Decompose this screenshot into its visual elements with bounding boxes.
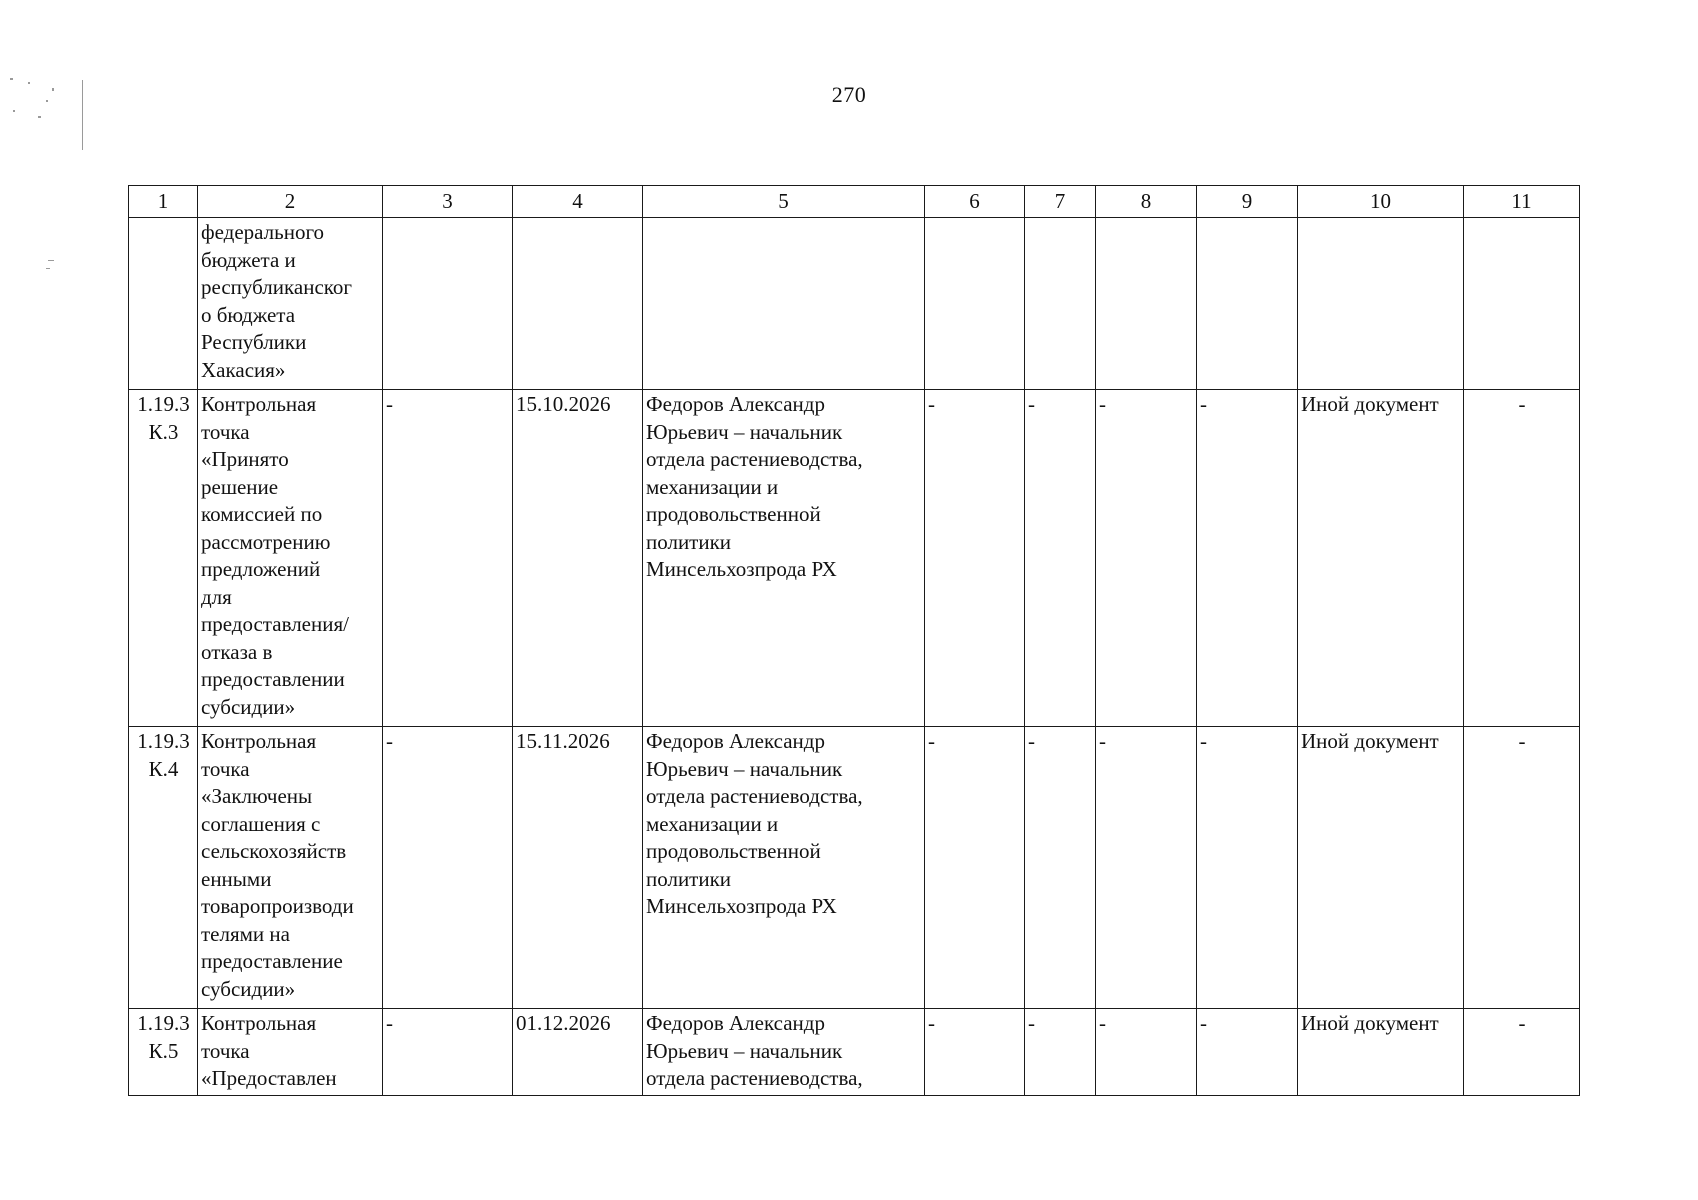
cell-responsible	[643, 218, 925, 390]
column-header-1: 1	[129, 186, 198, 218]
cell-col8: -	[1096, 1009, 1197, 1096]
cell-date: 15.11.2026	[513, 727, 643, 1009]
cell-col7	[1025, 218, 1096, 390]
cell-col6: -	[925, 390, 1025, 727]
cell-col11: -	[1464, 390, 1580, 727]
table-row	[129, 390, 1580, 727]
table-row	[129, 1009, 1580, 1096]
cell-document-type: Иной документ	[1298, 390, 1464, 727]
cell-date	[513, 218, 643, 390]
cell-col11: -	[1464, 727, 1580, 1009]
header-row	[129, 186, 1580, 218]
column-header-8: 8	[1096, 186, 1197, 218]
cell-col9: -	[1197, 1009, 1298, 1096]
cell-col6	[925, 218, 1025, 390]
cell-col7: -	[1025, 390, 1096, 727]
cell-col7: -	[1025, 727, 1096, 1009]
scan-artifact-marks	[8, 70, 88, 290]
column-header-9: 9	[1197, 186, 1298, 218]
cell-responsible: Федоров Александр Юрьевич – начальник отдела растениеводства, механизации и продовольственной политики Минсельхозпрода РХ	[643, 727, 925, 1009]
plan-table	[128, 185, 1580, 1096]
cell-number: 1.19.3 К.5	[129, 1009, 198, 1096]
cell-col3: -	[383, 1009, 513, 1096]
column-header-3: 3	[383, 186, 513, 218]
cell-col7: -	[1025, 1009, 1096, 1096]
cell-col9	[1197, 218, 1298, 390]
table-row	[129, 727, 1580, 1009]
cell-col6: -	[925, 727, 1025, 1009]
cell-col3: -	[383, 390, 513, 727]
cell-responsible: Федоров Александр Юрьевич – начальник отдела растениеводства,	[643, 1009, 925, 1096]
column-header-4: 4	[513, 186, 643, 218]
cell-number: 1.19.3 К.3	[129, 390, 198, 727]
cell-col9: -	[1197, 727, 1298, 1009]
column-header-11: 11	[1464, 186, 1580, 218]
cell-responsible: Федоров Александр Юрьевич – начальник отдела растениеводства, механизации и продовольственной политики Минсельхозпрода РХ	[643, 390, 925, 727]
cell-document-type: Иной документ	[1298, 727, 1464, 1009]
cell-col3	[383, 218, 513, 390]
cell-col8	[1096, 218, 1197, 390]
cell-number	[129, 218, 198, 390]
column-header-6: 6	[925, 186, 1025, 218]
cell-date: 15.10.2026	[513, 390, 643, 727]
cell-col8: -	[1096, 727, 1197, 1009]
cell-col8: -	[1096, 390, 1197, 727]
column-header-5: 5	[643, 186, 925, 218]
cell-name: федерального бюджета и республиканског о бюджета Республики Хакасия»	[198, 218, 383, 390]
cell-name: Контрольная точка «Предоставлен	[198, 1009, 383, 1096]
column-header-2: 2	[198, 186, 383, 218]
cell-col11: -	[1464, 1009, 1580, 1096]
cell-date: 01.12.2026	[513, 1009, 643, 1096]
cell-number: 1.19.3 К.4	[129, 727, 198, 1009]
column-header-7: 7	[1025, 186, 1096, 218]
cell-name: Контрольная точка «Заключены соглашения с сельскохозяйств енными товаропроизводи телями на предоставление субсидии»	[198, 727, 383, 1009]
cell-col9: -	[1197, 390, 1298, 727]
cell-col6: -	[925, 1009, 1025, 1096]
page-number: 270	[831, 82, 867, 107]
cell-document-type: Иной документ	[1298, 1009, 1464, 1096]
column-header-10: 10	[1298, 186, 1464, 218]
table-row	[129, 218, 1580, 390]
cell-name: Контрольная точка «Принято решение комиссией по рассмотрению предложений для предоставления/ отказа в предоставлении субсидии»	[198, 390, 383, 727]
cell-col3: -	[383, 727, 513, 1009]
cell-col11	[1464, 218, 1580, 390]
cell-document-type	[1298, 218, 1464, 390]
